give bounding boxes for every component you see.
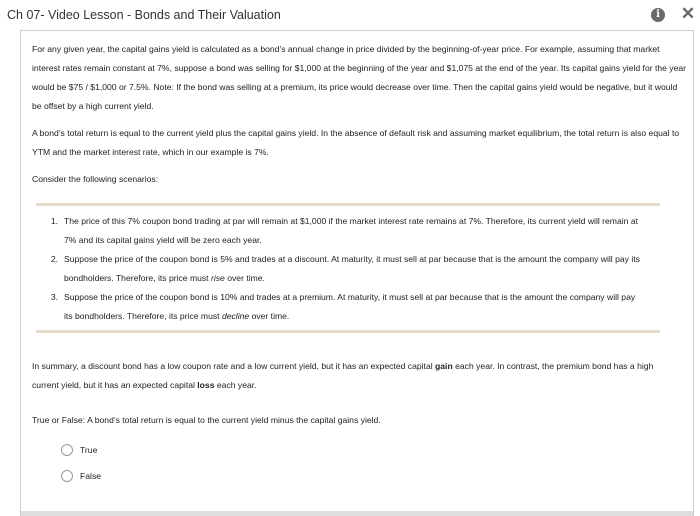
summary-text: each year. In contrast, the premium bond has a high current yield, but it has an expected capital	[32, 361, 654, 390]
scenario-text-post: over time.	[224, 273, 265, 283]
scenario-emphasis: rise	[210, 273, 225, 283]
paragraph-scenarios-intro: Consider the following scenarios:	[32, 174, 159, 184]
window-title: Ch 07- Video Lesson - Bonds and Their Valuation	[7, 8, 281, 22]
question-text: True or False: A bond’s total return is equal to the current yield minus the capital gains yield.	[32, 415, 381, 425]
scenario-emphasis: decline	[221, 311, 250, 321]
scenario-item	[36, 288, 660, 326]
scenario-text	[64, 288, 644, 326]
scenario-text: The price of this 7% coupon bond trading at par will remain at $1,000 if the market interest rate remains at 7%. Therefore, its current yield will remain at 7% and its capital gains yield will be zero each year.	[64, 216, 638, 245]
title-bar	[0, 0, 700, 30]
radio-true[interactable]	[61, 444, 73, 456]
summary-bold-gain: gain	[435, 361, 453, 371]
scenario-text-pre: Suppose the price of the coupon bond is 10% and trades at a premium. At maturity, it must sell at par because that is the amount the company will pay its bondholders. Therefore, its price must	[64, 292, 636, 321]
paragraph-total-return: A bond’s total return is equal to the current yield plus the capital gains yield. In the absence of default risk and assuming market equilibrium, the total return is also equal to YTM and the market interest rate, which in our example is 7%.	[32, 128, 680, 157]
paragraph-capital-gains: For any given year, the capital gains yield is calculated as a bond’s annual change in price divided by the beginning-of-year price. For example, assuming that market interest rates remain constant at 7%, suppose a bond was selling for $1,000 at the beginning of the year and $1,075 at the end of the year. Its capital gains yield for the year would be $75 / $1,000 or 7.5%. Note: If the bond was selling at a premium, its price would decrease over time. Then the capital gains yield would be negative, but it would be offset by a high current yield.	[32, 44, 687, 111]
summary-text: each year.	[214, 380, 257, 390]
scenario-number: 2.	[50, 254, 58, 264]
summary-bold-loss: loss	[197, 380, 215, 390]
scenario-box	[36, 203, 660, 333]
scenario-text	[64, 250, 644, 288]
option-label-false: False	[80, 471, 102, 481]
scenario-number: 3.	[50, 292, 58, 302]
info-icon[interactable]: i	[651, 8, 665, 22]
scenario-item	[36, 212, 660, 250]
scenario-number: 1.	[50, 216, 58, 226]
scenario-text-pre: Suppose the price of the coupon bond is 5% and trades at a discount. At maturity, it must sell at par because that is the amount the company will pay its bondholders. Therefore, its price must	[64, 254, 640, 283]
option-true[interactable]	[61, 444, 97, 456]
lesson-content	[32, 40, 687, 197]
summary-text: In summary, a discount bond has a low coupon rate and a low current yield, but it has an expected capital	[32, 361, 436, 371]
summary-paragraph	[32, 357, 672, 395]
option-false[interactable]	[61, 470, 101, 482]
scenario-text-post: over time.	[249, 311, 290, 321]
bottom-scrollbar[interactable]	[21, 511, 693, 516]
radio-false[interactable]	[61, 470, 73, 482]
lesson-panel	[20, 30, 694, 516]
scenario-list	[36, 212, 660, 326]
scenario-item	[36, 250, 660, 288]
close-icon[interactable]: ✕	[680, 4, 696, 23]
option-label-true: True	[80, 445, 98, 455]
